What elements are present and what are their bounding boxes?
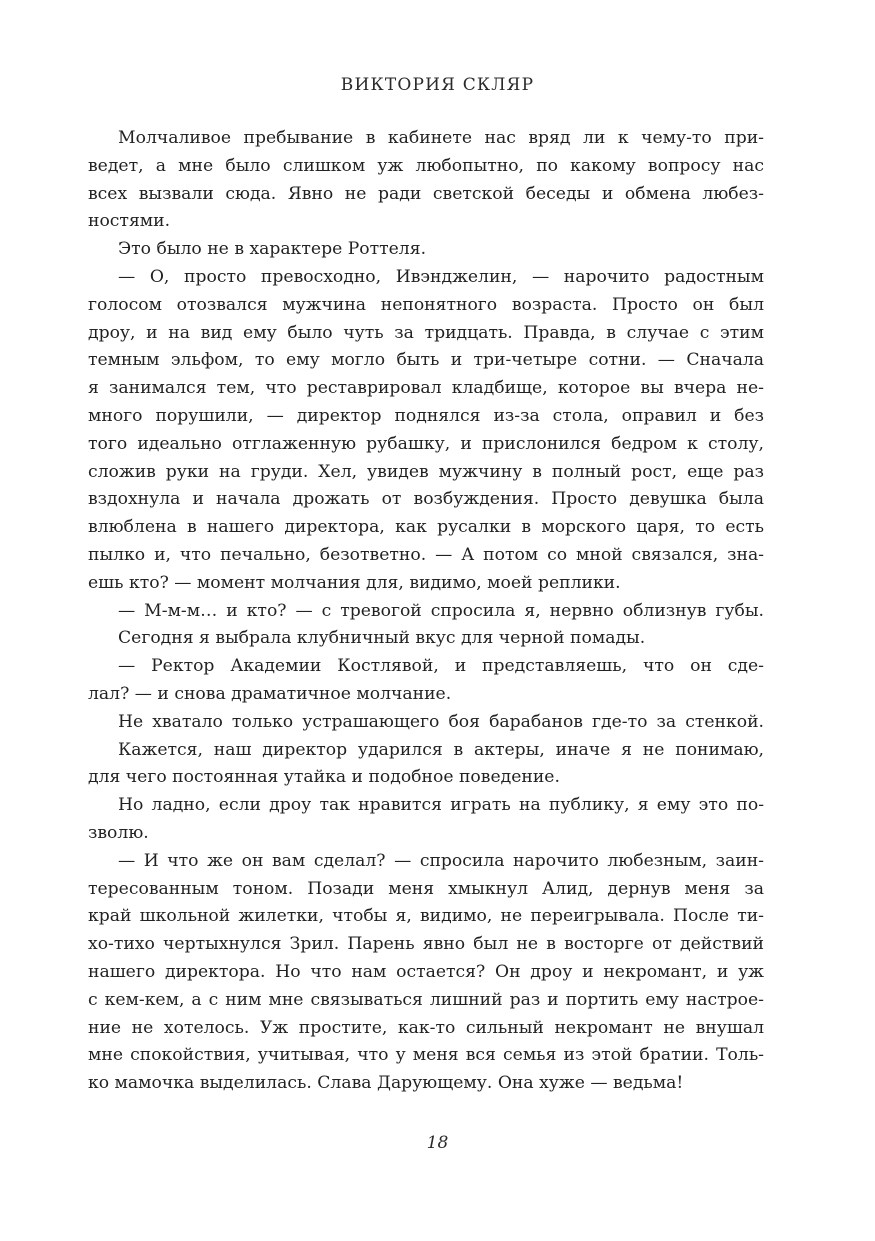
text-line: Молчаливое пребывание в кабинете нас вряд ли к чему-то при- (118, 128, 764, 148)
text-line: — О, просто превосходно, Ивэнджелин, — нарочито радостным (118, 266, 764, 287)
text-line: ние не хотелось. Уж простите, как-то сильный некромант не внушал (88, 1017, 764, 1038)
text-line: зволю. (88, 822, 149, 843)
text-line: край школьной жилетки, чтобы я, видимо, не переигрывала. После ти- (88, 906, 764, 927)
text-line: ешь кто? — момент молчания для, видимо, моей реплики. (88, 572, 621, 593)
text-line: Сегодня я выбрала клубничный вкус для черной помады. (118, 628, 646, 649)
text-line: мне спокойствия, учитывая, что у меня вся семья из этой братии. Толь- (88, 1045, 764, 1066)
text-line: для чего постоянная утайка и подобное поведение. (88, 767, 560, 788)
text-line: ко мамочка выделилась. Слава Дарующему. Она хуже — ведьма! (88, 1073, 684, 1094)
text-line: всех вызвали сюда. Явно не ради светской беседы и обмена любез- (88, 183, 764, 204)
text-line: сложив руки на груди. Хел, увидев мужчину в полный рост, еще раз (88, 461, 764, 482)
text-line: голосом отозвался мужчина непонятного возраста. Просто он был (88, 294, 764, 315)
text-line: нашего директора. Но что нам остается? Он дроу и некромант, и уж (88, 961, 764, 982)
body-text (88, 125, 764, 1098)
text-line: пылко и, что печально, безответно. — А потом со мной связался, зна- (88, 544, 764, 565)
text-line: я занимался тем, что реставрировал кладбище, которое вы вчера не- (88, 378, 764, 399)
text-line: ностями. (88, 211, 171, 232)
text-line: тересованным тоном. Позади меня хмыкнул Алид, дернув меня за (88, 878, 764, 899)
text-line: Кажется, наш директор ударился в актеры, иначе я не понимаю, (118, 739, 764, 760)
running-head: ВИКТОРИЯ СКЛЯР (340, 75, 535, 95)
text-line: много порушили, — директор поднялся из-за стола, оправил и без (88, 405, 764, 426)
text-line: влюблена в нашего директора, как русалки в морского царя, то есть (88, 517, 764, 538)
text-line: — М-м-м… и кто? — с тревогой спросила я, нервно облизнув губы. (118, 600, 764, 621)
text-line: Не хватало только устрашающего боя барабанов где-то за стенкой. (118, 711, 764, 732)
text-line: — И что же он вам сделал? — спросила нарочито любезным, заин- (118, 850, 764, 871)
text-line: того идеально отглаженную рубашку, и прислонился бедром к столу, (88, 433, 764, 454)
text-line: — Ректор Академии Костлявой, и представляешь, что он сде- (118, 656, 764, 677)
text-line: лал? — и снова драматичное молчание. (88, 683, 452, 704)
text-line: Это было не в характере Роттеля. (118, 239, 427, 260)
text-line: дроу, и на вид ему было чуть за тридцать. Правда, в случае с этим (88, 322, 764, 343)
text-line: хо-тихо чертыхнулся Зрил. Парень явно был не в восторге от действий (88, 934, 764, 955)
text-line: темным эльфом, то ему могло быть и три-четыре сотни. — Сначала (88, 350, 764, 371)
text-line: Но ладно, если дроу так нравится играть на публику, я ему это по- (118, 795, 764, 816)
text-line: с кем-кем, а с ним мне связываться лишний раз и портить ему настрое- (88, 989, 764, 1010)
text-line: вздохнула и начала дрожать от возбуждения. Просто девушка была (88, 489, 764, 510)
text-line: ведет, а мне было слишком уж любопытно, по какому вопросу нас (88, 155, 764, 176)
page-number: 18 (426, 1133, 449, 1153)
